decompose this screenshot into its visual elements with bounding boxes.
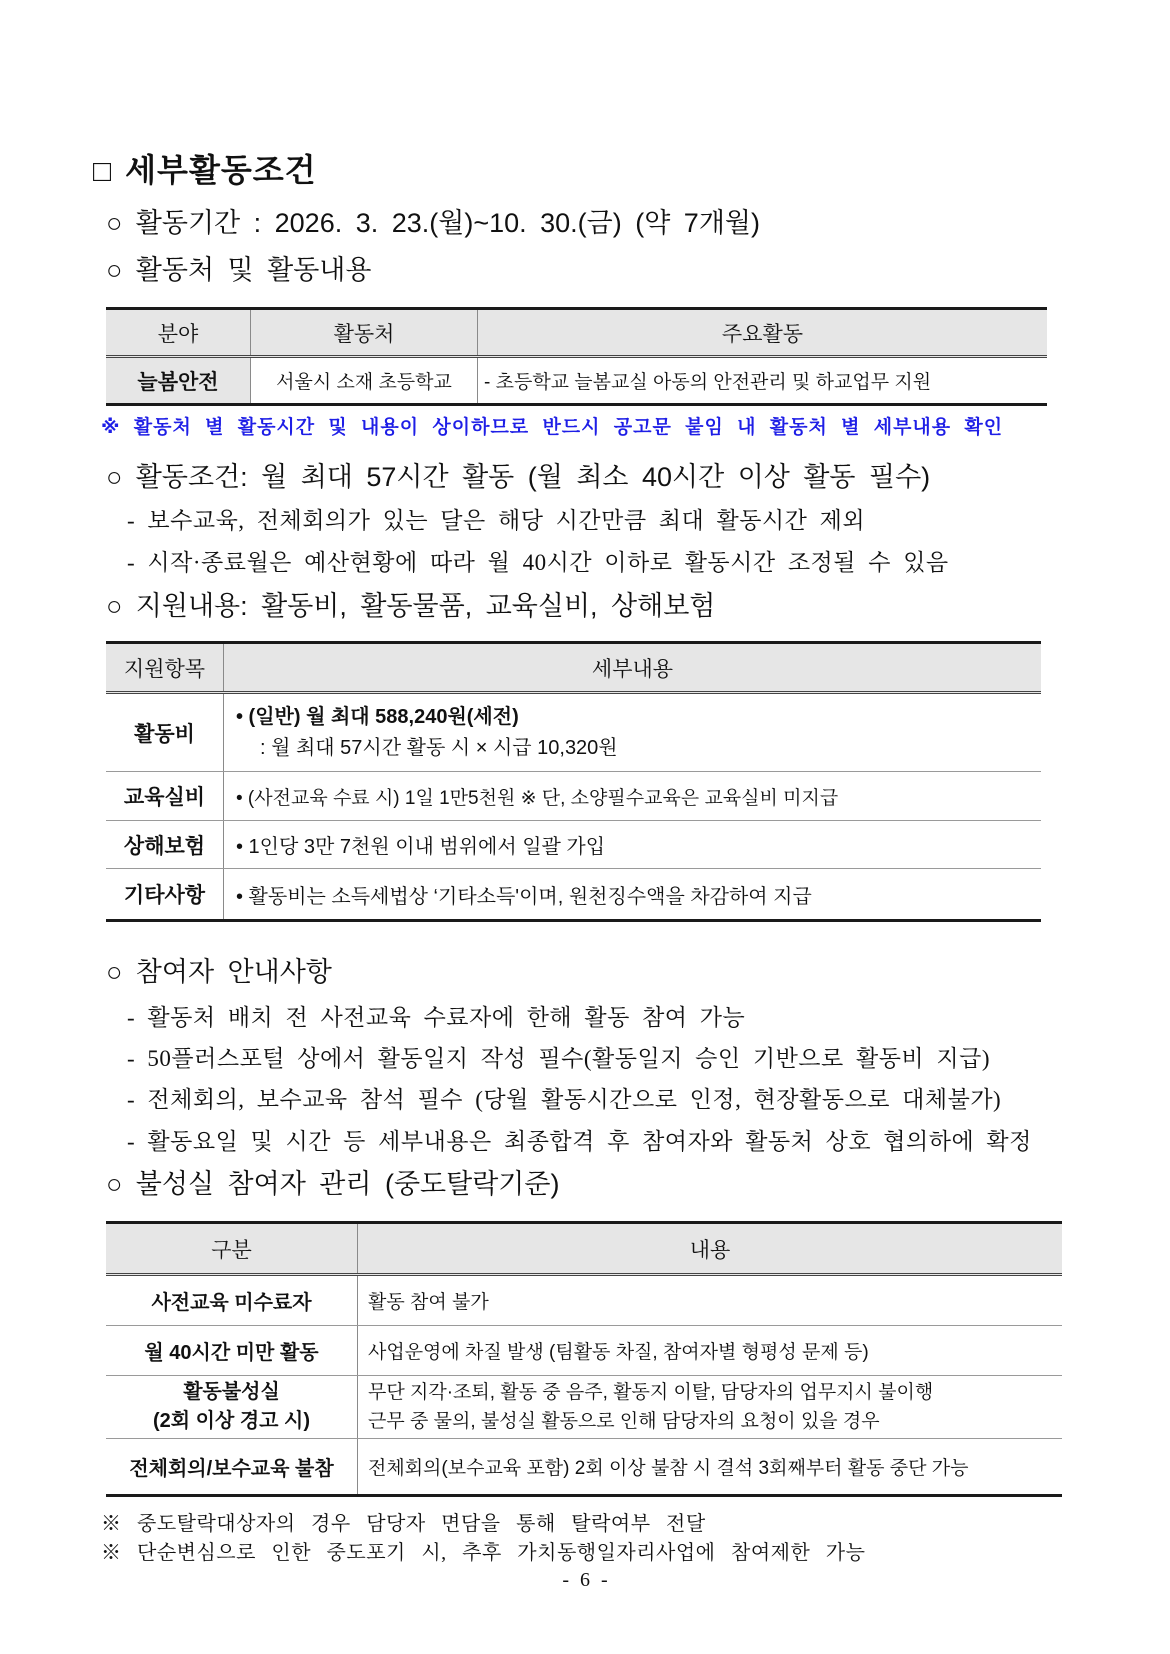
- dropout-table: [106, 1221, 1062, 1497]
- section-box-marker: □: [93, 155, 112, 188]
- details-line: • (일반) 월 최대 588,240원(세전): [236, 705, 519, 728]
- table-row: [106, 1276, 1062, 1326]
- header-cell-main-activity: 주요활동: [477, 310, 1047, 355]
- category-cell: 월 40시간 미만 활동: [144, 1342, 319, 1364]
- conditions-item: - 보수교육, 전체회의가 있는 달은 해당 시간만큼 최대 활동시간 제외: [127, 508, 866, 533]
- table-row: [106, 772, 1041, 821]
- content-cell: 사업운영에 차질 발생 (팀활동 차질, 참여자별 형평성 문제 등): [357, 1326, 1062, 1375]
- details-cell: • (사전교육 수료 시) 1일 1만5천원 ※ 단, 소양필수교육은 교육실비 미지급: [223, 772, 1041, 820]
- header-cell-details: 세부내용: [223, 644, 1041, 691]
- table-row: [106, 1326, 1062, 1376]
- participant-item: - 활동처 배치 전 사전교육 수료자에 한해 활동 참여 가능: [127, 1005, 746, 1030]
- content-line: 무단 지각·조퇴, 활동 중 음주, 활동지 이탈, 담당자의 업무지시 불이행: [368, 1382, 934, 1403]
- details-cell: • 활동비는 소득세법상 ‘기타소득'이며, 원천징수액을 차감하여 지급: [223, 869, 1041, 919]
- support-item-cell: 교육실비: [123, 786, 206, 809]
- section-title: [93, 149, 317, 191]
- table-row: [106, 694, 1041, 772]
- support-item-cell: 기타사항: [123, 884, 206, 907]
- header-cell-category: 구분: [211, 1238, 252, 1262]
- activity-period: ○ 활동기간 : 2026. 3. 23.(월)~10. 30.(금) (약 7개월): [106, 208, 760, 238]
- support-item-cell: 상해보험: [123, 834, 206, 858]
- dropout-heading: ○ 불성실 참여자 관리 (중도탈락기준): [106, 1169, 560, 1199]
- participant-item: - 전체회의, 보수교육 참석 필수 (당월 활동시간으로 인정, 현장활동으로 대체불가): [127, 1087, 1002, 1112]
- conditions-heading: ○ 활동조건: 월 최대 57시간 활동 (월 최소 40시간 이상 활동 필수): [106, 462, 931, 492]
- header-cell-support-item: 지원항목: [123, 657, 206, 681]
- header-cell-content: 내용: [357, 1224, 1062, 1273]
- table-header-row: [106, 1224, 1062, 1276]
- category-cell: 전체회의/보수교육 불참: [129, 1458, 334, 1480]
- field-cell: 늘봄안전: [106, 358, 250, 403]
- dropout-note: ※ 중도탈락대상자의 경우 담당자 면담을 통해 탈락여부 전달: [101, 1513, 706, 1535]
- dropout-note: ※ 단순변심으로 인한 중도포기 시, 추후 가치동행일자리사업에 참여제한 가능: [101, 1542, 866, 1564]
- category-cell: 사전교육 미수료자: [151, 1292, 312, 1314]
- workplace-table: [106, 307, 1047, 406]
- table-row: [106, 1439, 1062, 1494]
- table-header-row: [106, 644, 1041, 694]
- category-line: (2회 이상 경고 시): [152, 1410, 311, 1432]
- page-number: - 6 -: [562, 1569, 608, 1591]
- section-title-text: 세부활동조건: [125, 152, 317, 188]
- table-header-row: [106, 310, 1047, 358]
- details-cell: [223, 694, 1041, 771]
- participant-heading: ○ 참여자 안내사항: [106, 957, 332, 987]
- details-cell: • 1인당 3만 7천원 이내 범위에서 일괄 가입: [223, 821, 1041, 868]
- participant-item: - 50플러스포털 상에서 활동일지 작성 필수(활동일지 승인 기반으로 활동비 지급): [127, 1046, 990, 1071]
- details-line: : 월 최대 57시간 활동 시 × 시급 10,320원: [260, 736, 618, 759]
- category-line: 활동불성실: [183, 1381, 280, 1403]
- table-row: [106, 869, 1041, 919]
- support-table: [106, 641, 1041, 922]
- workplace-note: ※ 활동처 별 활동시간 및 내용이 상이하므로 반드시 공고문 붙임 내 활동처 별 세부내용 확인: [101, 417, 1004, 438]
- content-cell: 전체회의(보수교육 포함) 2회 이상 불참 시 결석 3회째부터 활동 중단 가능: [357, 1439, 1062, 1494]
- content-cell: [357, 1376, 1062, 1438]
- workplace-cell: 서울시 소재 초등학교: [250, 358, 477, 403]
- main-activity-cell: - 초등학교 늘봄교실 아동의 안전관리 및 하교업무 지원: [477, 358, 1047, 403]
- content-cell: 활동 참여 불가: [357, 1276, 1062, 1325]
- table-row: [106, 821, 1041, 869]
- conditions-item: - 시작·종료월은 예산현황에 따라 월 40시간 이하로 활동시간 조정될 수 있음: [127, 550, 949, 575]
- support-item-cell: 활동비: [134, 722, 195, 746]
- content-line: 근무 중 물의, 불성실 활동으로 인해 담당자의 요청이 있을 경우: [368, 1411, 880, 1432]
- table-row: [106, 1376, 1062, 1439]
- category-cell: [106, 1376, 357, 1438]
- workplace-heading: ○ 활동처 및 활동내용: [106, 255, 372, 285]
- header-cell-workplace: 활동처: [250, 310, 477, 355]
- participant-item: - 활동요일 및 시간 등 세부내용은 최종합격 후 참여자와 활동처 상호 협의하에 확정: [127, 1129, 1032, 1154]
- support-heading: ○ 지원내용: 활동비, 활동물품, 교육실비, 상해보험: [106, 591, 716, 621]
- table-row: [106, 358, 1047, 403]
- header-cell-field: 분야: [157, 322, 199, 346]
